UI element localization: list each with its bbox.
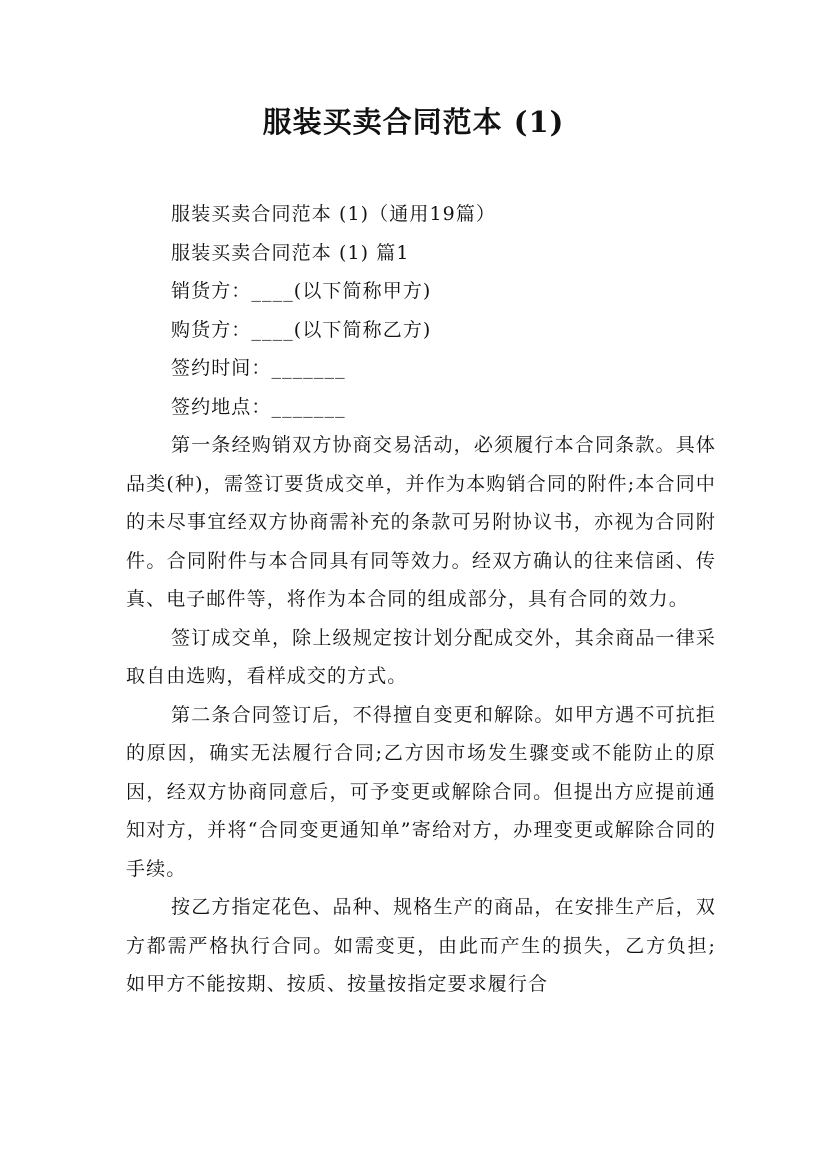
article-heading: 服装买卖合同范本 (1) 篇1 xyxy=(171,241,410,264)
paragraph-order-form: 签订成交单，除上级规定按计划分配成交外，其余商品一律采取自由选购，看样成交的方式。 xyxy=(126,626,716,687)
buyer-line: 购货方：____(以下简称乙方) xyxy=(171,318,432,341)
collection-title: 服装买卖合同范本 (1)（通用19篇） xyxy=(171,203,497,225)
signing-place-line: 签约地点：_______ xyxy=(171,395,346,418)
paragraph-article-1: 第一条经购销双方协商交易活动，必须履行本合同条款。具体品类(种)，需签订要货成交单，并作为本购销合同的附件;本合同中的未尽事宜经双方协商需补充的条款可另附协议书，亦视为合同附件。合同附件与本合同具有同等效力。经双方确认的往来信函、传真、电子邮件等，将作为本合同的组成部分，具有合同的效力。 xyxy=(126,434,716,610)
signing-time-line: 签约时间：_______ xyxy=(171,357,346,379)
seller-line: 销货方：____(以下简称甲方) xyxy=(171,280,432,302)
paragraph-article-2: 第二条合同签订后，不得擅自变更和解除。如甲方遇不可抗拒的原因，确实无法履行合同;乙方因市场发生骤变或不能防止的原因，经双方协商同意后，可予变更或解除合同。但提出方应提前通知对方，并将“合同变更通知单”寄给对方，办理变更或解除合同的手续。 xyxy=(126,703,716,880)
document-title: 服装买卖合同范本 (1) xyxy=(262,105,565,139)
paragraph-custom-production: 按乙方指定花色、品种、规格生产的商品，在安排生产后，双方都需严格执行合同。如需变更，由此而产生的损失，乙方负担;如甲方不能按期、按质、按量按指定要求履行合 xyxy=(126,896,716,995)
document-body xyxy=(126,195,716,1004)
